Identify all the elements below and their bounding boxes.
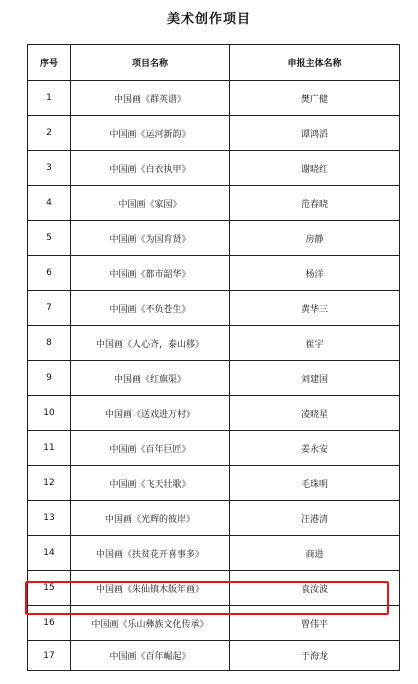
row-project-name: 中国画《为国育贤》 [71,221,230,256]
row-project-name: 中国画《朱仙镇木版年画》 [71,571,230,606]
row-project-name: 中国画《人心齐，泰山移》 [71,326,230,361]
table-row [28,326,400,361]
page-title: 美术创作项目 [166,12,251,27]
row-no: 14 [28,536,71,571]
row-applicant-name: 曾伟平 [230,606,400,641]
row-project-name: 中国画《家园》 [71,186,230,221]
row-project-name: 中国画《乐山彝族文化传承》 [71,606,230,641]
row-no: 6 [28,256,71,291]
table-row [28,291,400,326]
row-no: 5 [28,221,71,256]
row-applicant-name: 樊广健 [230,81,400,116]
table-row [28,116,400,151]
row-applicant-name: 毛珠明 [230,466,400,501]
table-row [28,396,400,431]
table-row [28,536,400,571]
row-applicant-name: 谭鸿滔 [230,116,400,151]
table-header-row [28,45,400,81]
row-applicant-name: 房静 [230,221,400,256]
row-project-name: 中国画《白衣执甲》 [71,151,230,186]
row-project-name: 中国画《红旗渠》 [71,361,230,396]
row-no: 10 [28,396,71,431]
row-applicant-name: 商进 [230,536,400,571]
row-project-name: 中国画《扶贫花开喜事多》 [71,536,230,571]
table-row [28,606,400,641]
header-applicant-name: 申报主体名称 [230,45,400,81]
row-no: 9 [28,361,71,396]
row-applicant-name: 黄华三 [230,291,400,326]
table-row [28,431,400,466]
row-applicant-name: 凌晓星 [230,396,400,431]
row-applicant-name: 于海龙 [230,641,400,671]
row-no: 11 [28,431,71,466]
row-no: 15 [28,571,71,606]
row-applicant-name: 范春晓 [230,186,400,221]
row-applicant-name: 谢晓红 [230,151,400,186]
row-project-name: 中国画《送戏进万村》 [71,396,230,431]
row-no: 17 [28,641,71,671]
row-no: 13 [28,501,71,536]
row-project-name: 中国画《运河新韵》 [71,116,230,151]
table-row [28,256,400,291]
row-applicant-name: 姜永安 [230,431,400,466]
table-row [28,571,400,606]
row-applicant-name: 杨洋 [230,256,400,291]
row-project-name: 中国画《群英谱》 [71,81,230,116]
row-no: 1 [28,81,71,116]
row-no: 7 [28,291,71,326]
row-project-name: 中国画《百年巨匠》 [71,431,230,466]
row-no: 4 [28,186,71,221]
row-applicant-name: 袁汝波 [230,571,400,606]
table-row [28,221,400,256]
row-no: 16 [28,606,71,641]
row-no: 3 [28,151,71,186]
row-project-name: 中国画《不负苍生》 [71,291,230,326]
table-row [28,466,400,501]
table-row [28,151,400,186]
row-applicant-name: 刘建国 [230,361,400,396]
row-applicant-name: 汪港清 [230,501,400,536]
table-row [28,81,400,116]
table-row [28,186,400,221]
projects-table [27,44,400,671]
header-project-name: 项目名称 [71,45,230,81]
table-row [28,501,400,536]
header-no: 序号 [28,45,71,81]
table-row [28,641,400,671]
row-no: 8 [28,326,71,361]
row-project-name: 中国画《光辉的彼岸》 [71,501,230,536]
row-no: 12 [28,466,71,501]
row-applicant-name: 崔宇 [230,326,400,361]
table-row [28,361,400,396]
row-project-name: 中国画《都市韶华》 [71,256,230,291]
row-no: 2 [28,116,71,151]
row-project-name: 中国画《百年崛起》 [71,641,230,671]
row-project-name: 中国画《飞天壮歌》 [71,466,230,501]
